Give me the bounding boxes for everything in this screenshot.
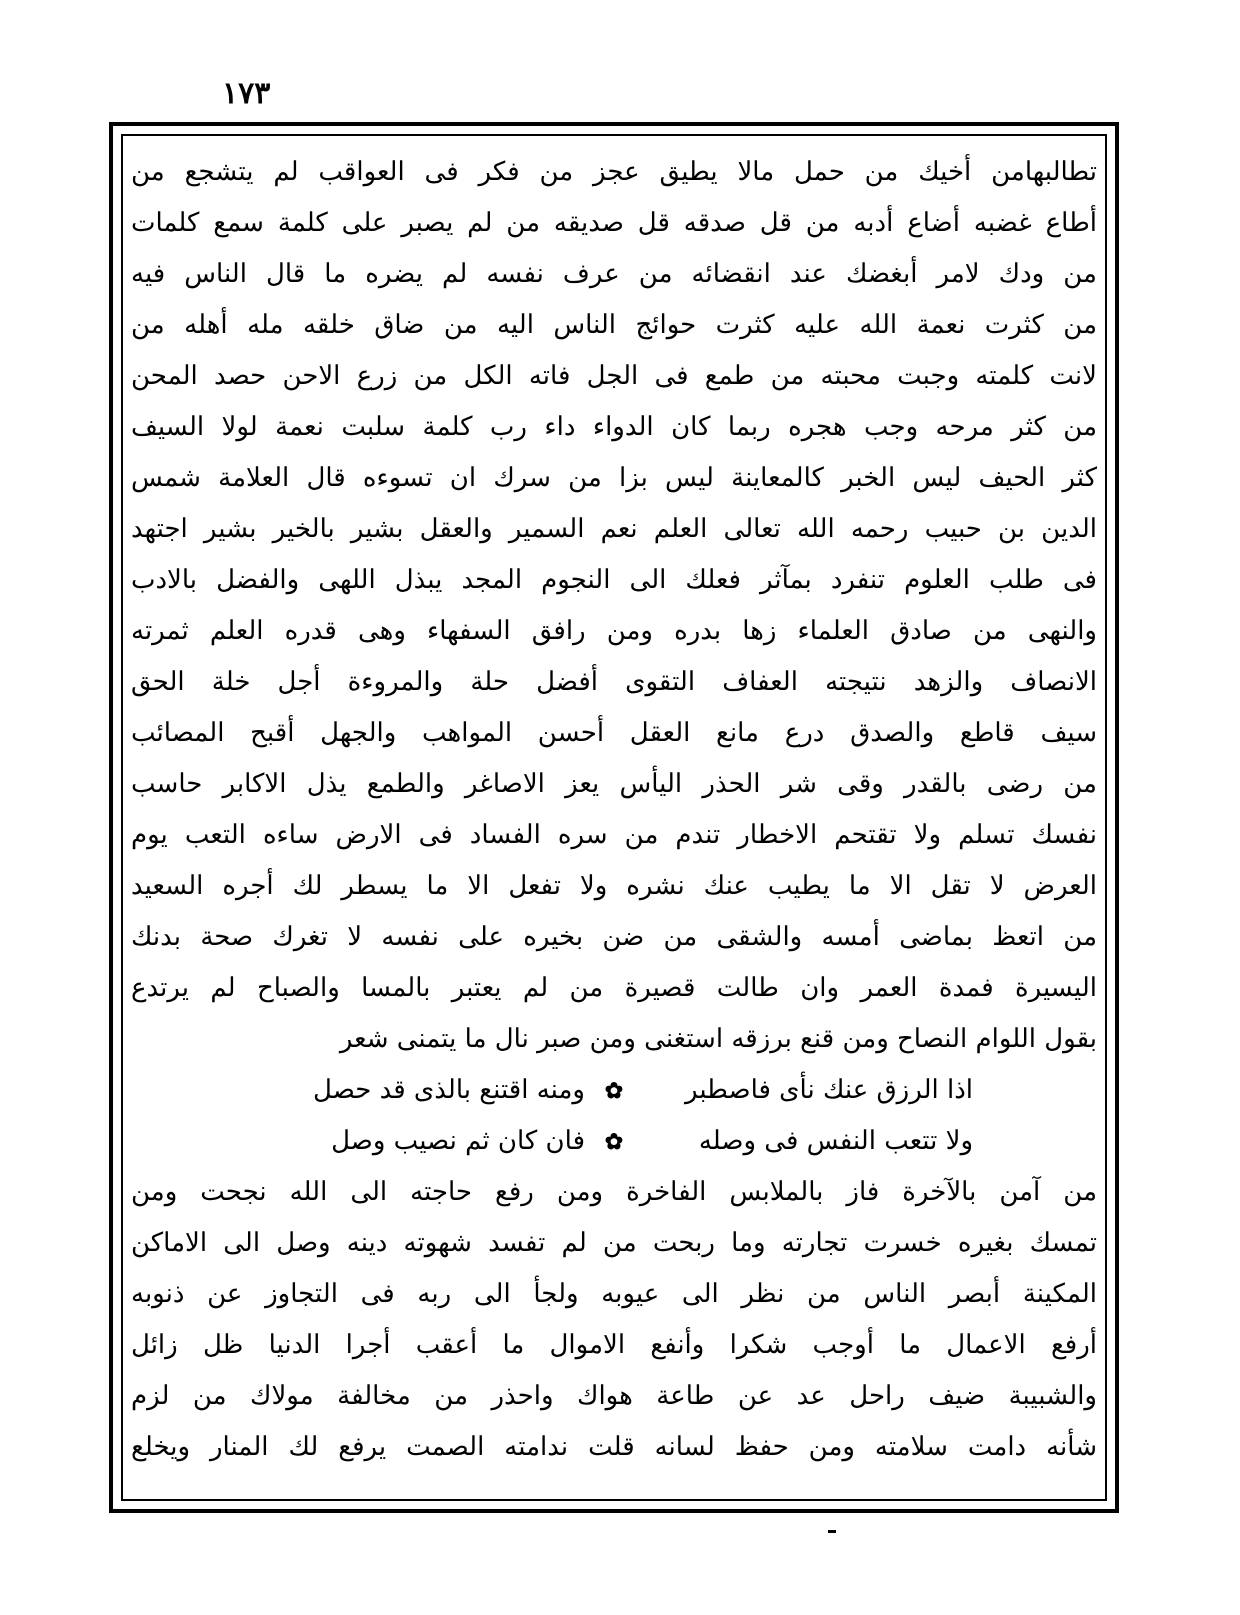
footer-mark xyxy=(828,1530,836,1533)
text-line: من ودك لامر أبغضك عند انقضائه من عرف نفسه لم يضره ما قال الناس فيه xyxy=(131,259,1097,289)
text-line: فى طلب العلوم تنفرد بمآثر فعلك الى النجوم المجد يبذل اللهى والفضل بالادب xyxy=(131,565,1097,595)
text-line: من آمن بالآخرة فاز بالملابس الفاخرة ومن رفع حاجته الى الله نجحت ومن xyxy=(131,1177,1097,1207)
text-line: من كثر مرحه وجب هجره ربما كان الدواء داء رب كلمة سلبت نعمة لولا السيف xyxy=(131,412,1097,442)
text-line: بقول اللوام النصاح ومن قنع برزقه استغنى ومن صبر نال ما يتمنى شعر xyxy=(339,1024,1097,1054)
verse-ornament-icon: ✿ xyxy=(604,1077,624,1104)
text-line: من اتعظ بماضى أمسه والشقى من ضن بخيره على نفسه لا تغرك صحة بدنك xyxy=(131,922,1097,952)
text-line: المكينة أبصر الناس من نظر الى عيوبه ولجأ الى ربه فى التجاوز عن ذنوبه xyxy=(131,1279,1097,1309)
text-line: من رضى بالقدر وقى شر الحذر اليأس يعز الاصاغر والطمع يذل الاكابر حاسب xyxy=(131,769,1097,799)
poem-verse xyxy=(131,1116,1097,1167)
text-line: من كثرت نعمة الله عليه كثرت حوائج الناس اليه من ضاق خلقه مله أهله من xyxy=(131,310,1097,340)
text-line: العرض لا تقل الا ما يطيب عنك نشره ولا تفعل الا ما يسطر لك أجره السعيد xyxy=(131,871,1097,901)
text-line: والشبيبة ضيف راحل عد عن طاعة هواك واحذر من مخالفة مولاك من لزم xyxy=(131,1381,1097,1411)
text-line: كثر الحيف ليس الخبر كالمعاينة ليس بزا من سرك ان تسوءه قال العلامة شمس xyxy=(131,463,1097,493)
page-number: ١٧٣ xyxy=(222,76,271,111)
text-line: تطالبهامن أخيك من حمل مالا يطيق عجز من فكر فى العواقب لم يتشجع من xyxy=(131,157,1097,187)
text-line: الانصاف والزهد نتيجته العفاف التقوى أفضل حلة والمروءة أجل خلة الحق xyxy=(131,667,1097,697)
verse-first-hemistich: ولا تتعب النفس فى وصله xyxy=(698,1126,973,1156)
text-line: أرفع الاعمال ما أوجب شكرا وأنفع الاموال ما أعقب أجرا الدنيا ظل زائل xyxy=(131,1330,1097,1360)
verse-ornament-icon: ✿ xyxy=(604,1128,624,1155)
verse-second-hemistich: فان كان ثم نصيب وصل xyxy=(331,1126,585,1156)
text-line: أطاع غضبه أضاع أدبه من قل صدقه قل صديقه من لم يصبر على كلمة سمع كلمات xyxy=(131,208,1097,238)
text-line: الدين بن حبيب رحمه الله تعالى العلم نعم السمير والعقل بشير بالخير بشير اجتهد xyxy=(131,514,1097,544)
text-line: اليسيرة فمدة العمر وان طالت قصيرة من لم يعتبر بالمسا والصباح لم يرتدع xyxy=(131,973,1097,1003)
text-line: والنهى من صادق العلماء زها بدره ومن رافق السفهاء وهى قدره العلم ثمرته xyxy=(131,616,1097,646)
poem-verse xyxy=(131,1065,1097,1116)
verse-first-hemistich: اذا الرزق عنك نأى فاصطبر xyxy=(684,1075,973,1105)
verse-second-hemistich: ومنه اقتنع بالذى قد حصل xyxy=(313,1075,585,1105)
text-line: لانت كلمته وجبت محبته من طمع فى الجل فاته الكل من زرع الاحن حصد المحن xyxy=(131,361,1097,391)
text-body xyxy=(131,147,1097,1492)
text-line: شأنه دامت سلامته ومن حفظ لسانه قلت ندامته الصمت يرفع لك المنار ويخلع xyxy=(131,1432,1097,1462)
text-line: تمسك بغيره خسرت تجارته وما ربحت من لم تفسد شهوته دينه وصل الى الاماكن xyxy=(131,1228,1097,1258)
text-line: سيف قاطع والصدق درع مانع العقل أحسن المواهب والجهل أقبح المصائب xyxy=(131,718,1097,748)
text-line: نفسك تسلم ولا تقتحم الاخطار تندم من سره الفساد فى الارض ساءه التعب يوم xyxy=(131,820,1097,850)
